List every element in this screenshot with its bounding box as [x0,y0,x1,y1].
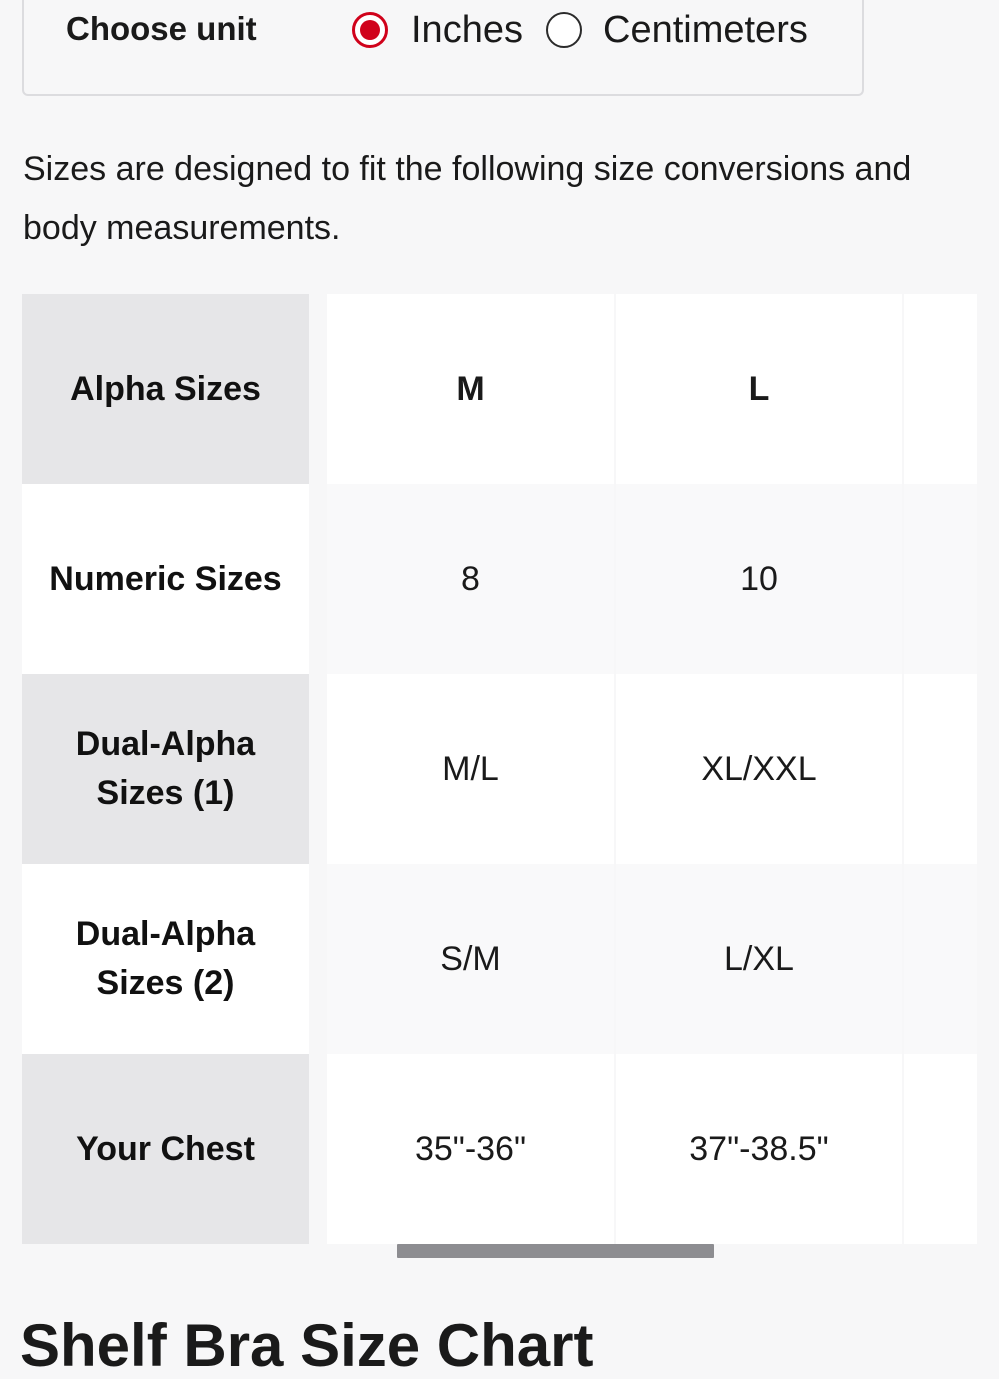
table-cell [904,864,977,1054]
column-gap [309,864,327,1054]
row-header: Your Chest [22,1054,309,1244]
next-section-heading: Shelf Bra Size Chart [20,1312,594,1379]
row-header: Dual-Alpha Sizes (1) [22,674,309,864]
radio-selected-icon[interactable] [352,12,388,48]
table-cell: XL/XXL [616,674,902,864]
unit-chooser [22,0,864,96]
table-cell [904,294,977,484]
table-row-alpha-sizes [22,294,977,484]
table-cell [904,484,977,674]
row-header: Dual-Alpha Sizes (2) [22,864,309,1054]
table-row-dual-alpha-1 [22,674,977,864]
unit-option-inches-label[interactable]: Inches [411,8,523,51]
table-cell: M/L [327,674,614,864]
row-header: Alpha Sizes [22,294,309,484]
table-row-dual-alpha-2 [22,864,977,1054]
table-horizontal-scrollbar[interactable] [397,1244,714,1258]
size-description: Sizes are designed to fit the following size conversions and body measurements. [23,150,912,247]
table-row-numeric-sizes [22,484,977,674]
table-cell: L [616,294,902,484]
column-gap [309,674,327,864]
column-gap [309,294,327,484]
table-cell: S/M [327,864,614,1054]
table-row-your-chest [22,1054,977,1244]
row-header: Numeric Sizes [22,484,309,674]
table-cell [904,1054,977,1244]
column-gap [309,1054,327,1244]
table-cell: M [327,294,614,484]
unit-option-centimeters-label[interactable]: Centimeters [603,8,808,51]
unit-option-centimeters[interactable] [546,2,808,58]
table-cell: 8 [327,484,614,674]
column-gap [309,484,327,674]
table-cell [904,674,977,864]
unit-option-inches[interactable] [352,2,523,58]
table-cell: 37"-38.5" [616,1054,902,1244]
table-cell: 35"-36" [327,1054,614,1244]
choose-unit-label: Choose unit [66,10,257,47]
table-cell: L/XL [616,864,902,1054]
radio-unselected-icon[interactable] [546,12,582,48]
table-cell: 10 [616,484,902,674]
size-table[interactable] [22,294,977,1244]
